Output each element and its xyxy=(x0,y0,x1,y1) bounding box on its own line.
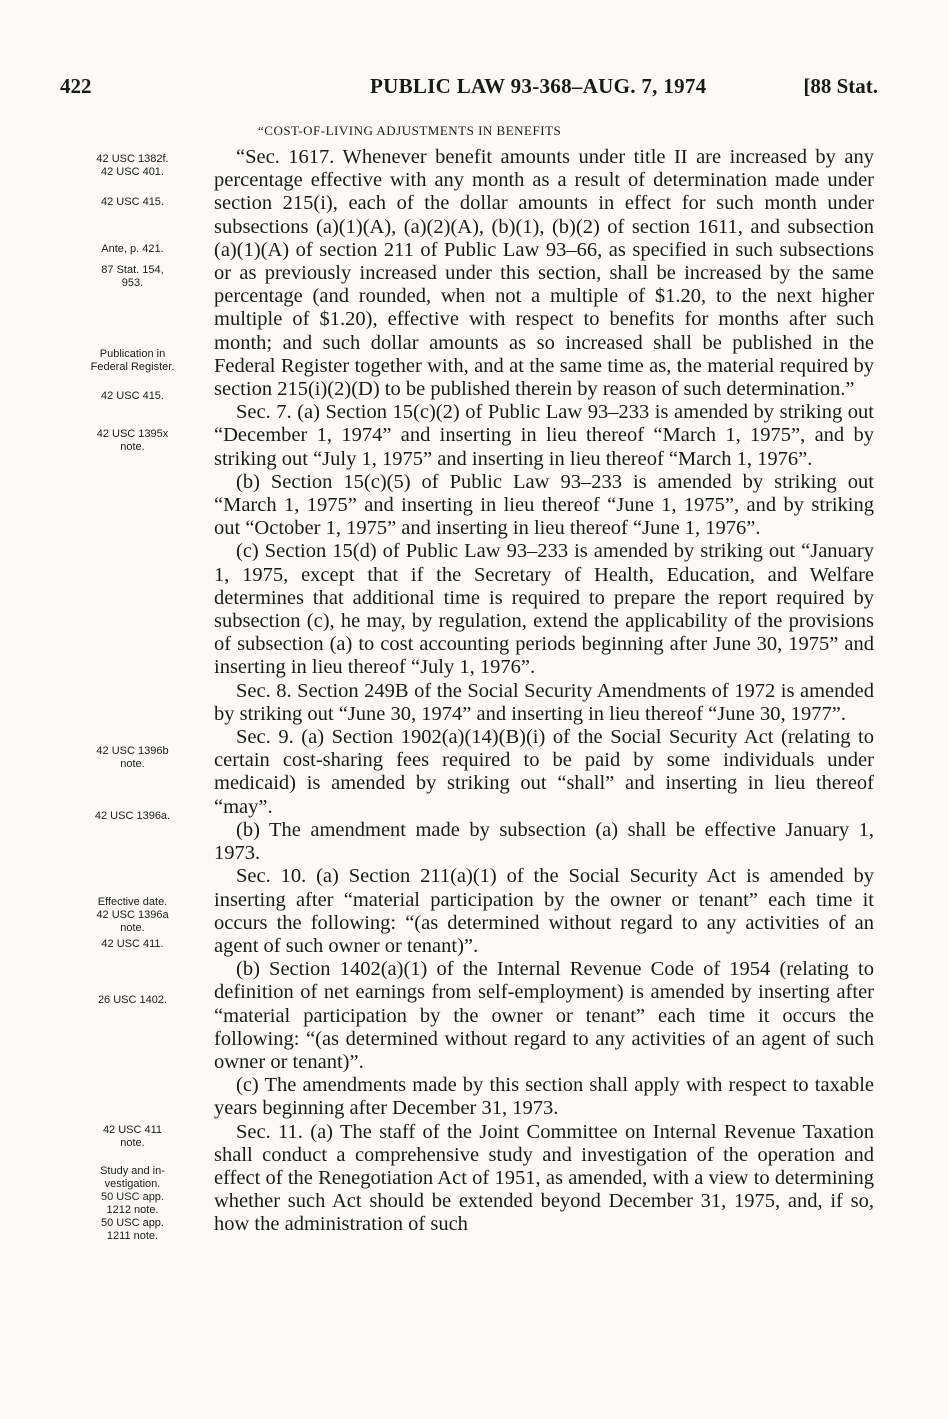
margin-note: 42 USC 411 note. xyxy=(102,1124,163,1149)
section-heading: “COST-OF-LIVING ADJUSTMENTS IN BENEFITS xyxy=(258,123,562,138)
margin-note: Effective date. 42 USC 1396a note. xyxy=(96,896,169,934)
margin-note: 42 USC 1396b note. xyxy=(96,745,169,770)
margin-note: 26 USC 1402. xyxy=(97,994,168,1006)
paragraph: (b) Section 15(c)(5) of Public Law 93–233 is amended by striking out “March 1, 1975” and inserting in lieu thereof “June 1, 1975”, and by striking out “October 1, 1975” and inserting in lieu thereof “June 1, 1976”. xyxy=(214,470,874,540)
paragraph: (c) The amendments made by this section shall apply with respect to taxable years beginning after December 31, 1973. xyxy=(214,1074,874,1120)
page-number: 422 xyxy=(60,74,92,98)
paragraph: Sec. 10. (a) Section 211(a)(1) of the Social Security Act is amended by inserting after “material participation by the owner or tenant” each time it occurs the following: “(as determined without regard to any activities of an agent of such owner or tenant)”. xyxy=(214,865,874,957)
margin-note: 42 USC 411. xyxy=(101,938,164,950)
paragraph: (c) Section 15(d) of Public Law 93–233 is amended by striking out “January 1, 1975, except that if the Secretary of Health, Education, and Welfare determines that additional time is required to prepare the report required by subsection (c), he may, by regulation, extend the applicability of the provisions of subsection (a) to cost accounting periods beginning after June 30, 1975” and inserting in lieu thereof “July 1, 1976”. xyxy=(214,540,874,679)
margin-note: Ante, p. 421. xyxy=(101,243,164,255)
page-title: PUBLIC LAW 93-368–AUG. 7, 1974 xyxy=(370,74,707,98)
margin-note: Publication in Federal Register. xyxy=(90,348,175,373)
paragraph: “Sec. 1617. Whenever benefit amounts under title II are increased by any percentage effective with any month as a result of determination made under section 215(i), each of the dollar amounts in effect for such month under subsections (a)(1)(A), (a)(2)(A), (b)(1), (b)(2) of section 1611, and subsection (a)(1)(A) of section 211 of Public Law 93–66, as specified in such subsections or as previously increased under this section, shall be increased by the same percentage (and rounded, when not a multiple of $1.20, to the next higher multiple of $1.20), effective with respect to benefits for months after such month; and such dollar amounts as so increased shall be published in the Federal Register together with, and at the same time as, the material required by section 215(i)(2)(D) to be published therein by reason of such determination.” xyxy=(214,146,874,401)
margin-note: 42 USC 1395x note. xyxy=(96,428,169,453)
paragraph: Sec. 9. (a) Section 1902(a)(14)(B)(i) of the Social Security Act (relating to certain cost-sharing fees required to be paid by some individuals under medicaid) is amended by striking out “shall” and inserting in lieu thereof “may”. xyxy=(214,726,874,818)
margin-note: 42 USC 415. xyxy=(101,390,164,402)
paragraph: Sec. 7. (a) Section 15(c)(2) of Public Law 93–233 is amended by striking out “December 1, 1974” and inserting in lieu thereof “March 1, 1975”, and by striking out “July 1, 1975” and inserting in lieu thereof “March 1, 1976”. xyxy=(214,401,874,470)
paragraph: Sec. 8. Section 249B of the Social Security Amendments of 1972 is amended by striking out “June 30, 1974” and inserting in lieu thereof “June 30, 1977”. xyxy=(214,679,874,725)
paragraph: (b) The amendment made by subsection (a) shall be effective January 1, 1973. xyxy=(214,818,874,865)
margin-note: 42 USC 415. xyxy=(101,196,164,208)
paragraph: (b) Section 1402(a)(1) of the Internal Revenue Code of 1954 (relating to definition of net earnings from self-employment) is amended by inserting after “material participation by the owner or tenant” each time it occurs the following: “(as determined without regard to any activities of an agent of such owner or tenant)”. xyxy=(214,958,874,1073)
margin-note: 87 Stat. 154, 953. xyxy=(101,264,164,289)
statute-reference: [88 Stat. xyxy=(803,74,878,98)
body-text xyxy=(214,146,874,1237)
margin-note: Study and in- vestigation. 50 USC app. 1212 note. 50 USC app. 1211 note. xyxy=(100,1165,165,1242)
margin-note: 42 USC 1396a. xyxy=(94,810,171,822)
paragraph: Sec. 11. (a) The staff of the Joint Committee on Internal Revenue Taxation shall conduct a comprehensive study and investigation of the operation and effect of the Renegotiation Act of 1951, as amended, with a view to determining whether such Act should be extended beyond December 31, 1975, and, if so, how the administration of such xyxy=(214,1120,874,1236)
margin-note: 42 USC 1382f. 42 USC 401. xyxy=(96,153,169,178)
page-header xyxy=(60,74,878,100)
